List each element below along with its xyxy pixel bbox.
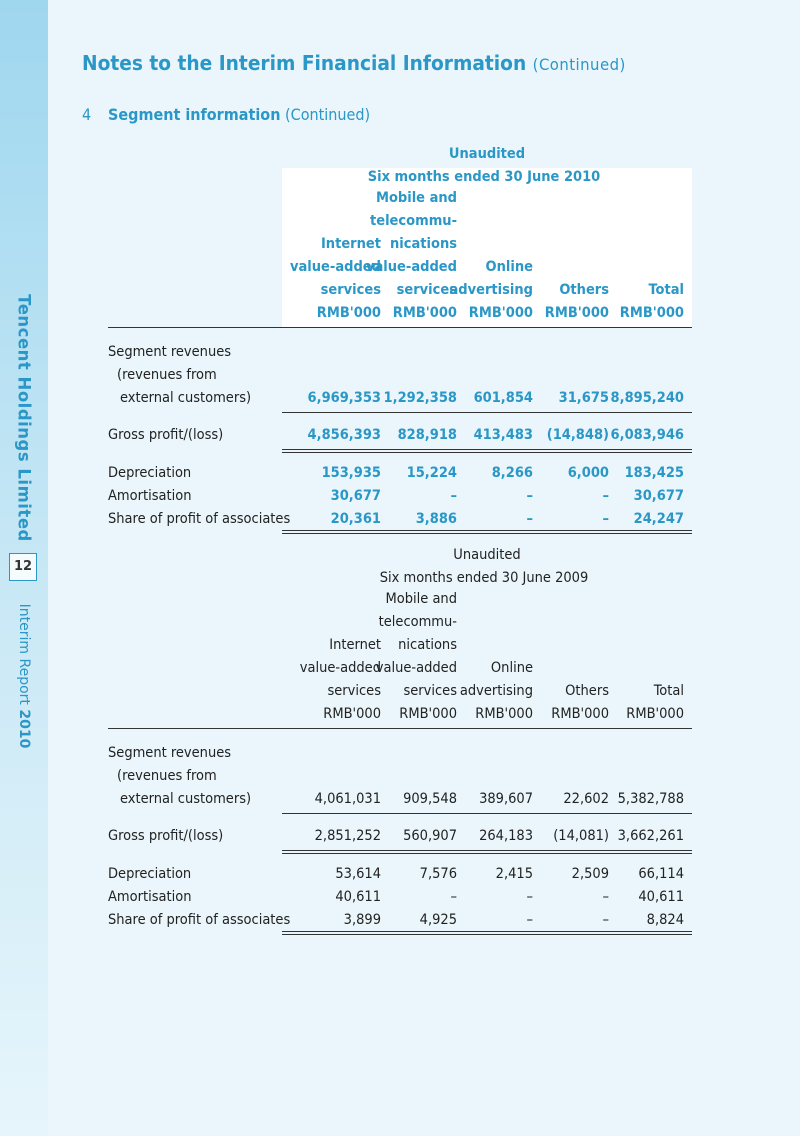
t2010-row-label: Share of profit of associates	[108, 511, 291, 527]
t2010-row-label: external customers)	[120, 390, 252, 406]
company-name: Tencent Holdings Limited	[14, 294, 34, 542]
report-year: 2010	[16, 709, 32, 749]
t2009-cell-sha-mobile: 4,925	[419, 912, 457, 928]
report-prefix: Interim Report	[16, 603, 32, 705]
t2009-col-total-header: RMB'000	[626, 706, 684, 722]
t2010-rule	[282, 530, 692, 531]
t2009-col-online-header: RMB'000	[475, 706, 533, 722]
section-title: Segment information	[108, 105, 281, 124]
t2010-cell-dep-online: 8,266	[491, 465, 533, 481]
report-name	[16, 604, 32, 749]
t2010-cell-sha-others: –	[602, 511, 609, 527]
t2010-cell-seg-mobile: 1,292,358	[383, 390, 457, 406]
t2010-col-mobile-header: RMB'000	[392, 305, 457, 321]
page-title-continued: (Continued)	[532, 55, 626, 74]
t2009-row-label: Depreciation	[108, 866, 192, 882]
t2010-cell-seg-internet: 6,969,353	[307, 390, 381, 406]
t2009-col-mobile-header: RMB'000	[399, 706, 457, 722]
t2009-col-mobile-header: nications	[398, 637, 457, 653]
t2010-cell-seg-others: 31,675	[558, 390, 609, 406]
t2009-cell-dep-mobile: 7,576	[419, 866, 457, 882]
t2009-cell-gp-others: (14,081)	[553, 828, 609, 844]
t2010-col-total-header: Total	[648, 282, 684, 298]
t2009-cell-dep-total: 66,114	[638, 866, 684, 882]
t2010-row-label: Gross profit/(loss)	[108, 427, 224, 443]
t2009-cell-seg-online: 389,607	[479, 791, 533, 807]
t2010-col-internet-header: services	[320, 282, 381, 298]
t2009-col-mobile-header: value-added	[375, 660, 457, 676]
t2009-rule	[282, 853, 692, 854]
t2010-cell-amo-online: –	[526, 488, 533, 504]
t2009-rule	[282, 931, 692, 932]
page-number: 12	[9, 553, 37, 581]
t2009-cell-gp-mobile: 560,907	[403, 828, 457, 844]
t2010-rule	[282, 533, 692, 534]
t2010-cell-seg-online: 601,854	[473, 390, 533, 406]
t2009-col-mobile-header: services	[403, 683, 457, 699]
t2009-cell-amo-mobile: –	[450, 889, 457, 905]
t2010-audit-label: Unaudited	[448, 146, 526, 162]
t2010-col-others-header: Others	[559, 282, 609, 298]
t2010-col-internet-header: value-added	[290, 259, 381, 275]
t2010-row-label: Segment revenues	[108, 344, 232, 360]
t2009-col-internet-header: RMB'000	[323, 706, 381, 722]
t2010-rule	[282, 449, 692, 450]
t2010-row-label: (revenues from	[117, 367, 217, 383]
t2010-cell-seg-total: 8,895,240	[610, 390, 684, 406]
t2010-col-others-header: RMB'000	[544, 305, 609, 321]
t2009-col-mobile-header: Mobile and	[385, 591, 457, 607]
t2010-cell-gp-mobile: 828,918	[397, 427, 457, 443]
section-heading	[82, 105, 370, 124]
t2009-cell-sha-online: –	[526, 912, 533, 928]
t2009-col-online-header: Online	[490, 660, 533, 676]
t2010-cell-gp-total: 6,083,946	[610, 427, 684, 443]
t2010-col-online-header: RMB'000	[468, 305, 533, 321]
t2010-cell-amo-internet: 30,677	[330, 488, 381, 504]
t2010-cell-sha-internet: 20,361	[330, 511, 381, 527]
t2009-row-label: (revenues from	[117, 768, 217, 784]
t2010-rule	[282, 412, 692, 413]
t2010-col-mobile-header: telecommu-	[370, 213, 457, 229]
t2009-col-online-header: advertising	[459, 683, 533, 699]
t2010-col-mobile-header: value-added	[366, 259, 457, 275]
t2009-col-others-header: RMB'000	[551, 706, 609, 722]
t2009-rule	[282, 850, 692, 851]
t2009-row-label: external customers)	[120, 791, 252, 807]
t2009-cell-seg-others: 22,602	[563, 791, 609, 807]
t2009-cell-dep-others: 2,509	[571, 866, 609, 882]
t2010-col-total-header: RMB'000	[619, 305, 684, 321]
t2010-cell-gp-internet: 4,856,393	[307, 427, 381, 443]
t2009-rule	[282, 813, 692, 814]
t2009-cell-gp-internet: 2,851,252	[314, 828, 381, 844]
t2010-rule	[282, 452, 692, 453]
t2009-cell-sha-internet: 3,899	[343, 912, 381, 928]
t2010-cell-amo-total: 30,677	[633, 488, 684, 504]
t2009-cell-sha-others: –	[602, 912, 609, 928]
t2010-cell-dep-total: 183,425	[624, 465, 684, 481]
t2009-audit-label: Unaudited	[453, 547, 521, 563]
t2009-cell-dep-online: 2,415	[495, 866, 533, 882]
t2010-col-mobile-header: Mobile and	[375, 190, 457, 206]
t2010-cell-sha-online: –	[526, 511, 533, 527]
page-title	[82, 51, 626, 75]
t2010-cell-dep-mobile: 15,224	[406, 465, 457, 481]
t2010-period-label: Six months ended 30 June 2010	[367, 169, 601, 185]
t2009-row-label: Share of profit of associates	[108, 912, 291, 928]
t2010-col-mobile-header: services	[396, 282, 457, 298]
t2009-cell-sha-total: 8,824	[646, 912, 684, 928]
t2010-cell-gp-others: (14,848)	[546, 427, 609, 443]
t2009-col-others-header: Others	[565, 683, 609, 699]
section-number: 4	[82, 105, 92, 124]
t2009-col-mobile-header: telecommu-	[378, 614, 457, 630]
t2009-period-label: Six months ended 30 June 2009	[379, 570, 589, 586]
t2009-cell-amo-others: –	[602, 889, 609, 905]
t2009-cell-gp-online: 264,183	[479, 828, 533, 844]
t2010-col-mobile-header: nications	[389, 236, 457, 252]
t2010-col-internet-header: Internet	[320, 236, 381, 252]
t2010-cell-sha-mobile: 3,886	[415, 511, 457, 527]
t2009-col-internet-header: value-added	[299, 660, 381, 676]
t2010-row-label: Amortisation	[108, 488, 192, 504]
t2009-cell-amo-internet: 40,611	[335, 889, 381, 905]
t2009-row-label: Amortisation	[108, 889, 192, 905]
t2009-cell-seg-internet: 4,061,031	[314, 791, 381, 807]
t2009-header-rule	[108, 728, 692, 729]
t2010-col-internet-header: RMB'000	[316, 305, 381, 321]
t2010-cell-amo-others: –	[602, 488, 609, 504]
t2009-cell-seg-mobile: 909,548	[403, 791, 457, 807]
t2009-col-internet-header: Internet	[329, 637, 381, 653]
t2010-cell-sha-total: 24,247	[633, 511, 684, 527]
t2010-row-label: Depreciation	[108, 465, 192, 481]
t2010-col-online-header: Online	[485, 259, 533, 275]
t2010-col-online-header: advertising	[449, 282, 533, 298]
t2009-row-label: Segment revenues	[108, 745, 232, 761]
t2009-rule	[282, 934, 692, 935]
section-continued: (Continued)	[285, 105, 371, 124]
t2009-cell-seg-total: 5,382,788	[617, 791, 684, 807]
t2010-cell-amo-mobile: –	[450, 488, 457, 504]
t2009-cell-gp-total: 3,662,261	[617, 828, 684, 844]
t2009-row-label: Gross profit/(loss)	[108, 828, 224, 844]
page-title-text: Notes to the Interim Financial Information	[82, 51, 527, 75]
t2010-cell-gp-online: 413,483	[473, 427, 533, 443]
t2009-col-total-header: Total	[653, 683, 684, 699]
t2009-cell-amo-total: 40,611	[638, 889, 684, 905]
t2010-cell-dep-others: 6,000	[567, 465, 609, 481]
t2010-cell-dep-internet: 153,935	[321, 465, 381, 481]
t2009-cell-dep-internet: 53,614	[335, 866, 381, 882]
t2009-col-internet-header: services	[327, 683, 381, 699]
t2010-header-rule	[108, 327, 692, 328]
t2009-cell-amo-online: –	[526, 889, 533, 905]
